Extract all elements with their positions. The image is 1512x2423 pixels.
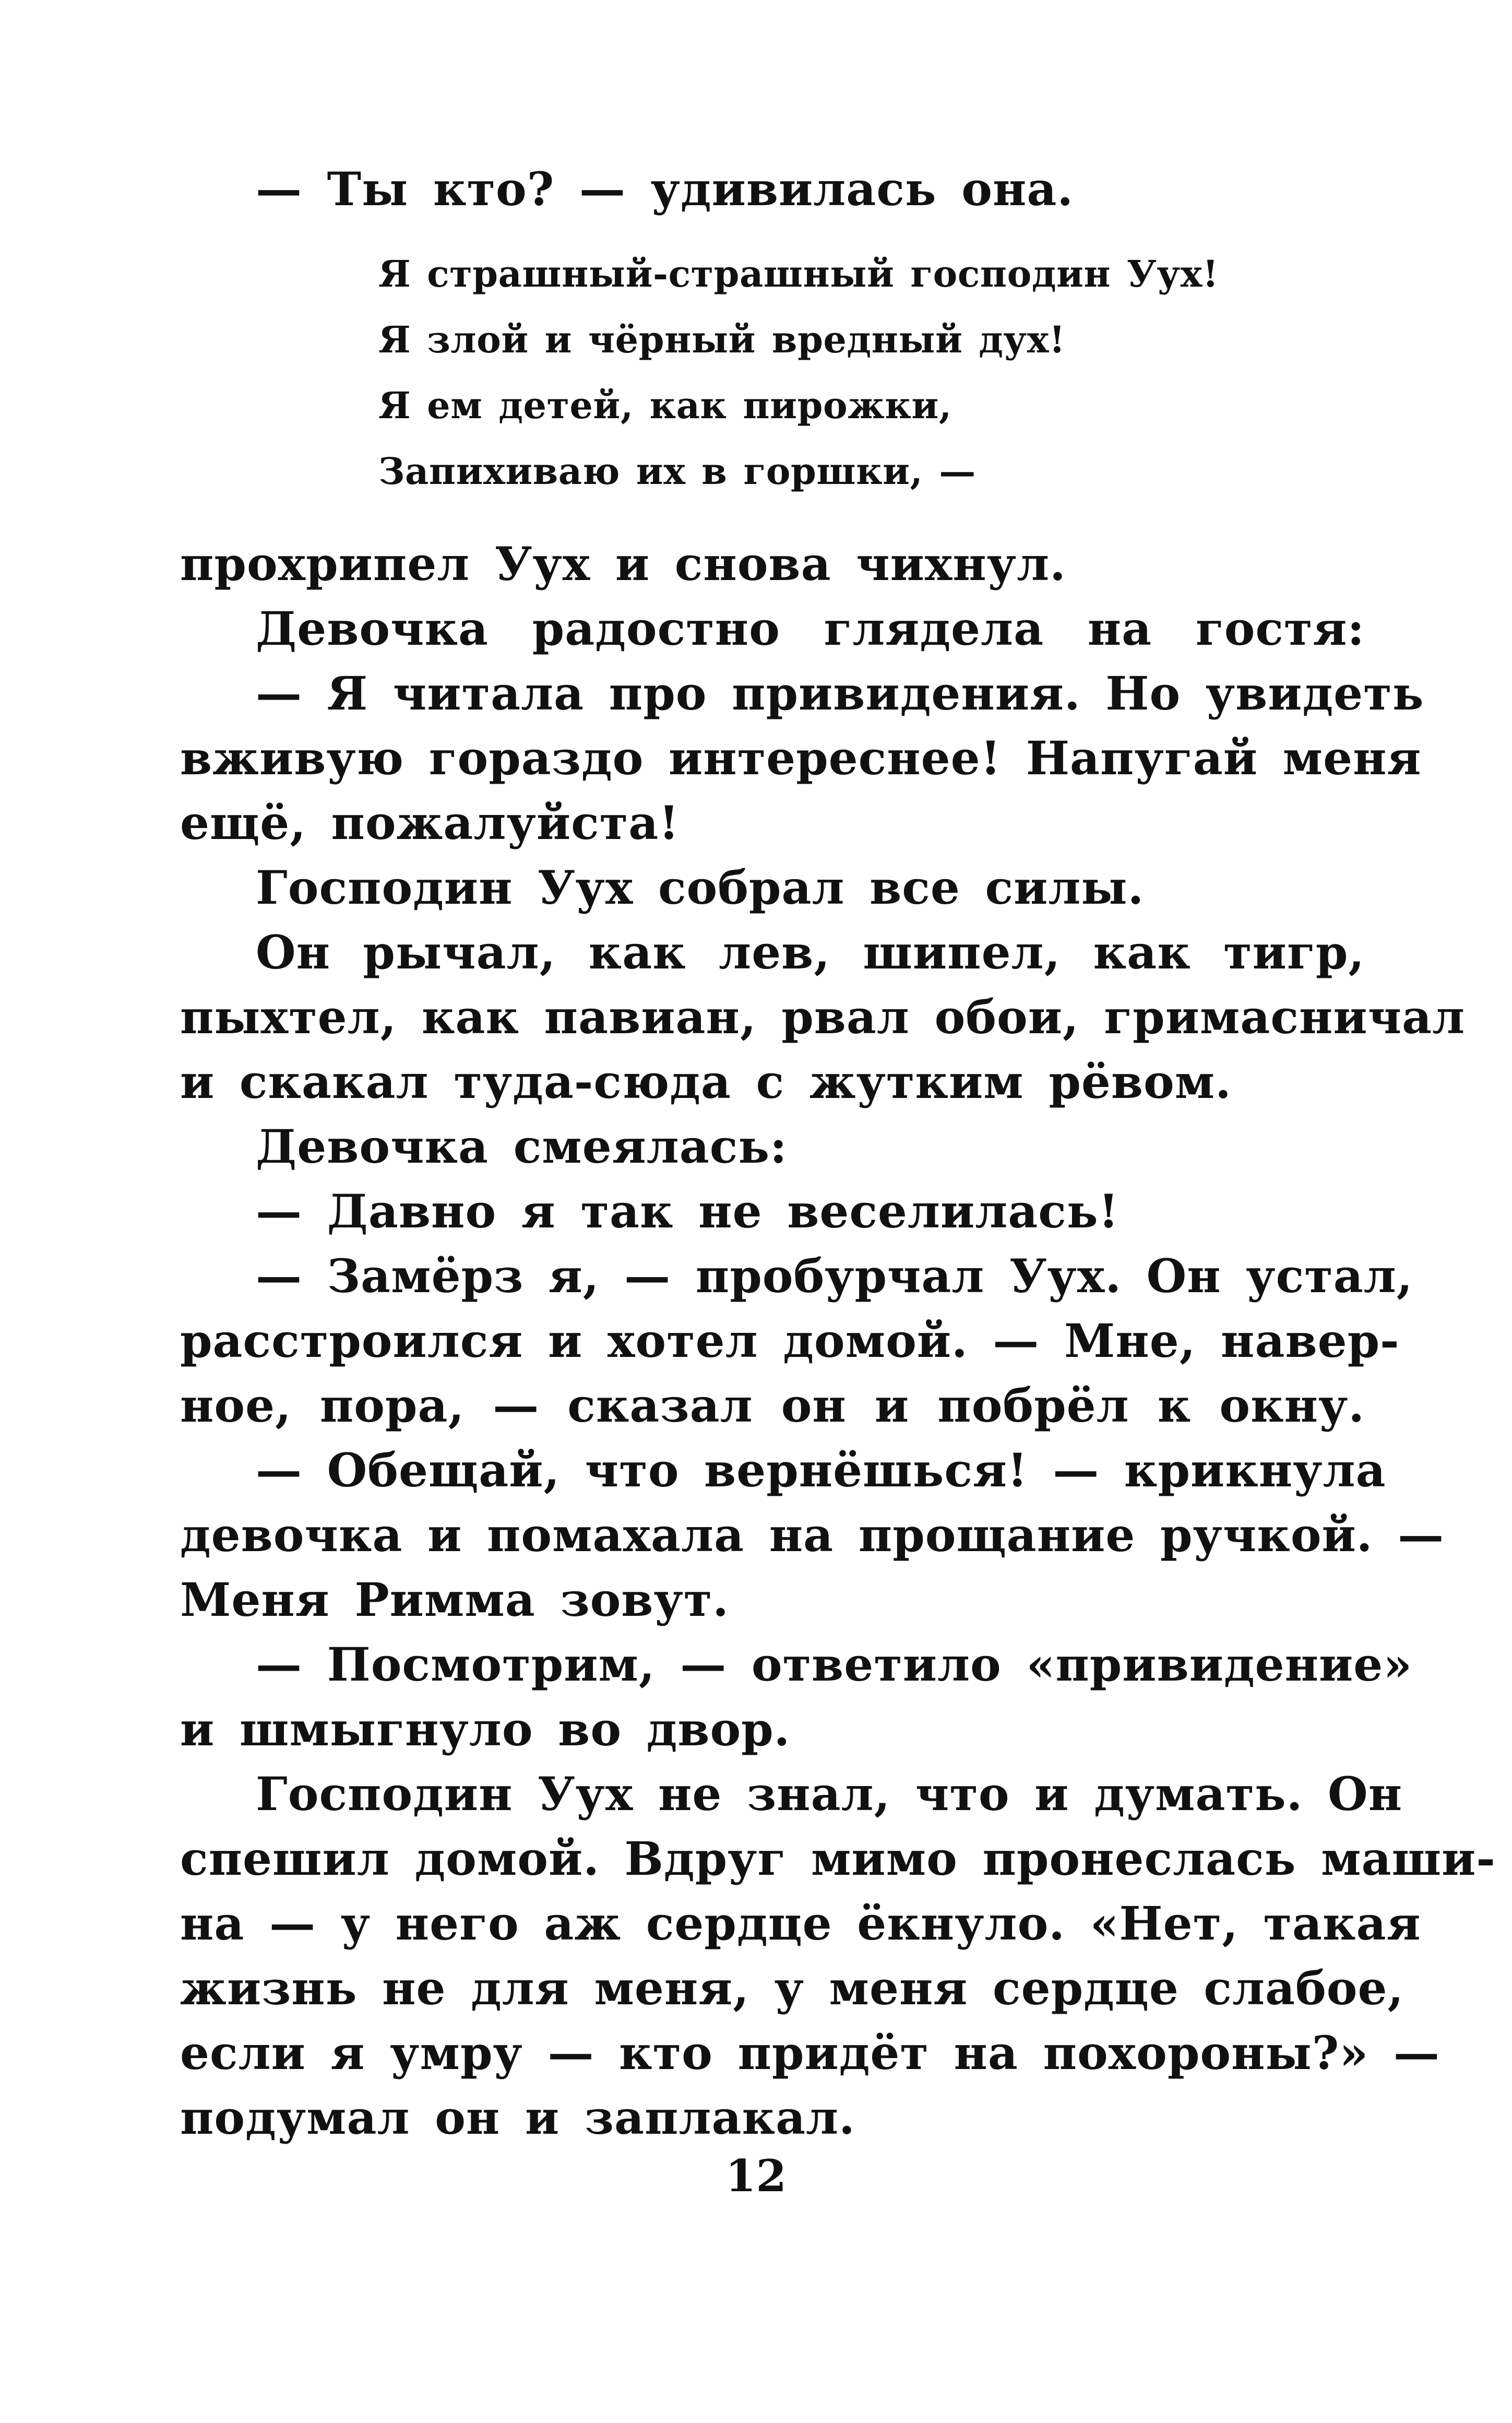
- verse-line: Я злой и чёрный вредный дух!: [378, 318, 1066, 361]
- text-line: и скакал туда-сюда с жутким рёвом.: [180, 1055, 1232, 1109]
- text-line: Господин Уух не знал, что и думать. Он: [256, 1767, 1403, 1821]
- text-line: — Посмотрим, — ответило «привидение»: [256, 1637, 1413, 1692]
- text-line: ное, пора, — сказал он и побрёл к окну.: [180, 1378, 1365, 1433]
- verse-line: Я ем детей, как пирожки,: [378, 384, 952, 427]
- text-line: — Обещай, что вернёшься! — крикнула: [256, 1443, 1386, 1497]
- text-line: девочка и помахала на прощание ручкой. —: [180, 1508, 1445, 1562]
- text-line: подумал он и заплакал.: [180, 2090, 855, 2145]
- text-line: прохрипел Уух и снова чихнул.: [180, 537, 1066, 591]
- text-line: Господин Уух собрал все силы.: [256, 860, 1145, 915]
- text-line: спешил домой. Вдруг мимо пронеслась маши-: [180, 1831, 1496, 1886]
- body-text: [180, 531, 1496, 2150]
- verse-line: Я страшный-страшный господин Уух!: [378, 252, 1219, 296]
- text-line: — Я читала про привидения. Но увидеть: [256, 666, 1424, 720]
- text-line: жизнь не для меня, у меня сердце слабое,: [180, 1961, 1404, 2015]
- text-line: на — у него аж сердце ёкнуло. «Нет, такая: [180, 1896, 1421, 1951]
- text-line: пыхтел, как павиан, рвал обои, гримасничал: [180, 990, 1466, 1044]
- text-line: если я умру — кто придёт на похороны?» —: [180, 2026, 1440, 2080]
- text-line: Девочка радостно глядела на гостя:: [256, 601, 1365, 656]
- text-line: ещё, пожалуйста!: [180, 796, 680, 850]
- text-line: расстроился и хотел домой. — Мне, навер-: [180, 1314, 1400, 1368]
- verse-line: Запихиваю их в горшки, —: [378, 450, 976, 493]
- verse-block: [180, 241, 1365, 504]
- paragraph-line-opening: — Ты кто? — удивилась она.: [256, 162, 1074, 216]
- text-line: и шмыгнуло во двор.: [180, 1702, 791, 1756]
- text-line: — Замёрз я, — пробурчал Уух. Он устал,: [256, 1249, 1413, 1303]
- text-line: Девочка смеялась:: [256, 1119, 788, 1174]
- page-number: 12: [725, 2150, 787, 2202]
- text-line: Меня Римма зовут.: [180, 1573, 729, 1627]
- text-line: Он рычал, как лев, шипел, как тигр,: [256, 925, 1365, 979]
- text-line: — Давно я так не веселилась!: [256, 1184, 1120, 1238]
- book-page: [180, 157, 1496, 2150]
- text-line: вживую гораздо интереснее! Напугай меня: [180, 731, 1422, 785]
